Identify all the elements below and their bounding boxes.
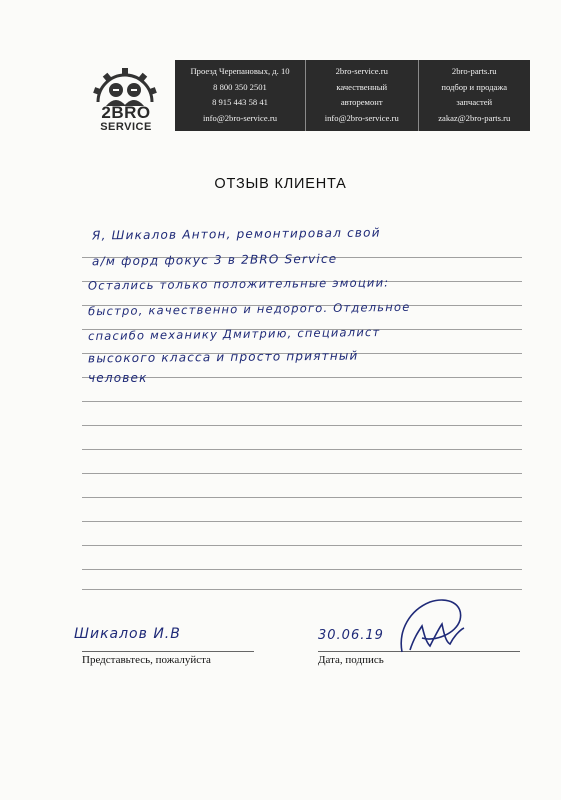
name-signature-line [82,651,254,652]
rule-line [82,569,522,570]
parts-email: zakaz@2bro-parts.ru [438,112,511,123]
review-line: человек [88,371,148,385]
brand-name [88,104,164,133]
review-line: а/м форд фокус 3 в 2BRO Service [91,251,338,269]
service-site: 2bro-service.ru [335,66,388,76]
email-1: info@2bro-service.ru [202,112,277,123]
client-name-handwritten: Шикалов И.В [74,626,181,642]
phone-2: 8 915 443 58 41 [212,97,268,107]
parts-desc-1: подбор и продажа [441,81,508,92]
page-title: ОТЗЫВ КЛИЕНТА [214,176,347,192]
service-email: info@2bro-service.ru [324,112,399,123]
brand-line1: 2BRO [101,103,151,122]
phone-1: 8 800 350 2501 [213,81,267,92]
header-column-parts [419,60,531,131]
review-line: быстро, качественно и недорого. Отдельное [87,299,411,319]
rule-line [82,521,522,522]
review-line: Я, Шикалов Антон, ремонтировал свой [91,225,381,243]
rule-line [82,425,522,426]
rule-line [82,449,522,450]
service-desc-2: автоpемонт [340,97,383,107]
address-text: Проезд Черепановых, д. 10 [190,66,290,76]
rule-line [82,473,522,474]
rule-line [82,377,522,378]
header-contact-box [175,60,530,131]
parts-desc-2: запчастей [456,97,493,107]
name-caption: Представьтесь, пожалуйста [82,654,211,666]
header-column-service [306,60,419,131]
rule-line [82,497,522,498]
review-line: высокого класса и просто приятный [87,348,359,366]
date-caption: Дата, подпись [318,654,384,666]
date-handwritten: 30.06.19 [318,628,384,643]
signature-scribble-icon [390,590,480,670]
brand-line2: SERVICE [100,121,152,133]
rule-line [82,545,522,546]
review-line: спасибо механику Дмитрию, специалист [87,324,381,344]
header-column-address [175,60,306,131]
parts-site: 2bro-parts.ru [451,66,497,76]
review-line: Остались только положительные эмоции: [87,275,390,293]
service-desc-1: качественный [336,81,388,92]
rule-line [82,401,522,402]
